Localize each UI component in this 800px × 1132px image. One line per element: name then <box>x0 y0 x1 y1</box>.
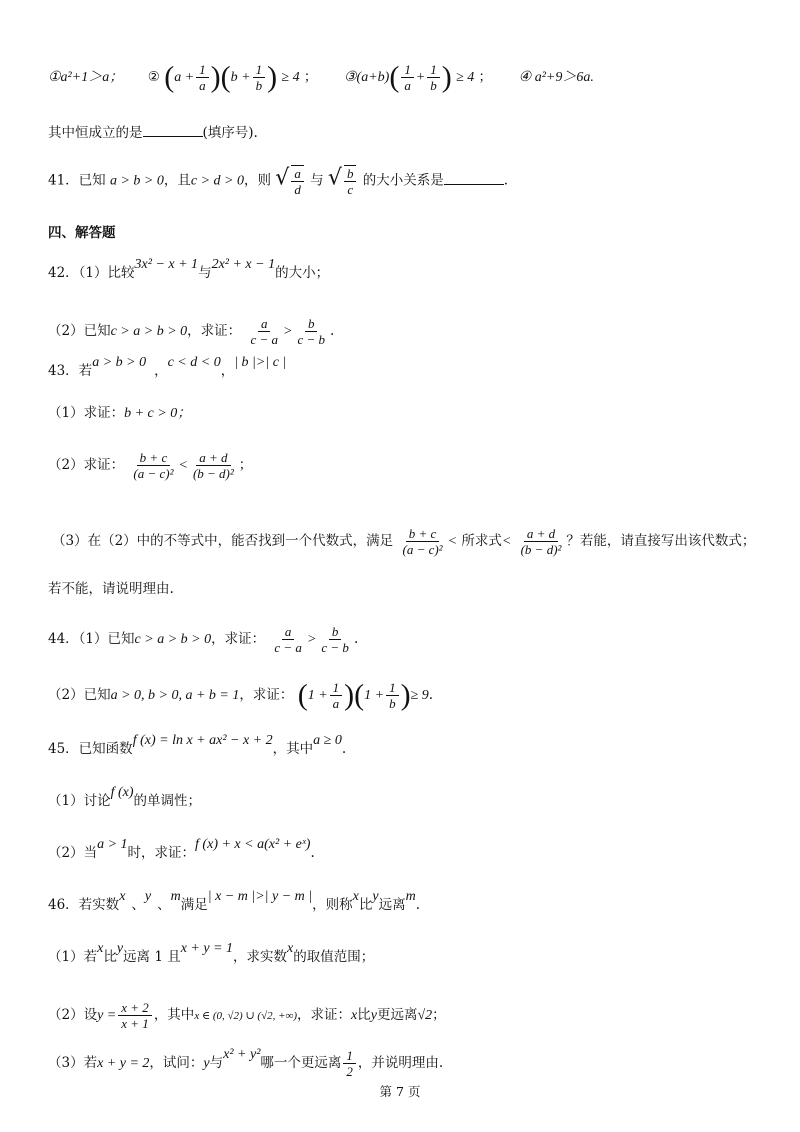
q41-end: . <box>503 172 509 189</box>
q46-p2-set: x ∈ (0, √2) ∪ (√2, +∞) <box>194 1010 298 1022</box>
q46-y: y <box>144 889 152 904</box>
q46-far: 远离 <box>378 897 406 913</box>
inequality-3-label: ③(a+b) <box>343 70 390 85</box>
q46-p3-expr: x² + y² <box>223 1047 261 1062</box>
question-46-part-1 <box>48 941 375 967</box>
q45-mid: ，其中 <box>272 741 314 757</box>
fraction-1-over-b-3: $\frac{1}{b}$ <box>386 680 399 711</box>
q46-satisfy: 满足 <box>180 897 208 913</box>
sqrt-b-over-c: √ $\frac{b}{c}$ <box>328 165 359 197</box>
inequality-2-label: ② <box>147 69 160 85</box>
q45-p1-fx: f (x) <box>110 785 134 800</box>
inequality-2-rhs: ≥ 4 <box>281 70 300 85</box>
q46-y-2: y <box>372 889 379 904</box>
q44-p1-head: 44．（1）已知 <box>48 631 135 647</box>
question-44-part-1: 44．（1）已知c > a > b > 0，求证： $\frac{a}{c - a}$ > $\frac{b}{c - b}$ . <box>48 624 359 655</box>
q46-p1-y: y <box>116 941 124 956</box>
q41-cond-2: c > d > 0 <box>190 173 244 189</box>
question-42-part-2: （2）已知c > a > b > 0，求证： $\frac{a}{c - a}$ > $\frac{b}{c - b}$ . <box>48 316 335 347</box>
q46-x-2: x <box>352 889 359 904</box>
fraction-1-over-a: $\frac{1}{a}$ <box>196 62 209 93</box>
q44-p2-head: （2）已知 <box>48 687 111 703</box>
question-42-part-1 <box>48 257 330 283</box>
q45-p2-mid: 时，求证： <box>127 845 196 861</box>
q46-p2-bi: 比 <box>357 1007 371 1023</box>
fraction-1-over-a-3: $\frac{1}{a}$ <box>330 680 343 711</box>
q43-cond-1: a > b > 0 <box>92 355 147 370</box>
section-heading: 四、解答题 <box>48 225 116 241</box>
fraction-1-over-b: $\frac{1}{b}$ <box>253 62 266 93</box>
q46-p3-cond: x + y = 2 <box>97 1056 150 1071</box>
q41-cond-1: a > b > 0 <box>109 173 164 189</box>
sqrt-a-over-d: √ $\frac{a}{d}$ <box>275 165 306 197</box>
q44-p1-cond: c > a > b > 0 <box>134 632 212 647</box>
q42-p1-head: 42．（1）比较 <box>48 265 135 281</box>
q41-and: ，且 <box>163 172 191 189</box>
q43-semi: ； <box>238 457 253 473</box>
q46-p3-y: y <box>203 1056 210 1071</box>
q45-p1-head: （1）讨论 <box>48 793 111 809</box>
q46-p2-y: y = <box>97 1008 117 1023</box>
q46-p2-x: x <box>351 1008 358 1023</box>
q45-p1-tail: 的单调性； <box>133 793 202 809</box>
separator: ； <box>303 69 318 85</box>
q42-p2-prove: ，求证： <box>187 323 242 339</box>
q46-p1-x: x <box>97 941 104 956</box>
q46-p2-head: （2）设 <box>48 1007 98 1023</box>
question-43-part-3-line-2: 若不能，请说明理由. <box>48 581 174 597</box>
question-43-part-3: （3）在（2）中的不等式中，能否找到一个代数式，满足 $\frac{b + c}{\text{(a − c)²}}$ < 所求式< $\frac{a + d}{\text{(b − d)²}}$ ？若能，请直接写出该代数式； <box>52 526 756 557</box>
q45-p2-end: . <box>310 845 315 861</box>
q44-prove-2: ，求证： <box>239 687 294 703</box>
q46-p3-head: （3）若 <box>48 1055 98 1071</box>
q44-end: . <box>353 631 359 647</box>
question-45-part-2 <box>48 837 315 863</box>
q46-p1-cond: x + y = 1 <box>180 941 234 956</box>
q46-p2-prove: ，求证： <box>297 1007 352 1023</box>
question-41 <box>48 165 508 197</box>
page-footer: 第 7 页 <box>379 1084 421 1099</box>
q44-end-2: . <box>428 687 434 703</box>
fraction-x2-over-x1: $\frac{x + 2}{x + 1}$ <box>118 1000 152 1031</box>
q41-head: 41．已知 <box>48 172 106 189</box>
answer-blank-41[interactable] <box>444 172 504 185</box>
q40-after: (填序号). <box>202 125 258 141</box>
fraction-a-plus-d-2: $\frac{a + d}{\text{(b − d)²}}$ <box>520 526 562 557</box>
q46-sep-2: 、 <box>157 897 171 913</box>
q46-head: 46．若实数 <box>48 897 120 913</box>
q46-p3-tail: ，并说明理由. <box>357 1055 444 1071</box>
q44-prove: ，求证： <box>211 631 266 647</box>
q44-p2-ge: ≥ 9 <box>410 688 429 703</box>
question-43-part-1 <box>48 404 191 423</box>
fraction-one-half: $\frac{1}{2}$ <box>343 1048 356 1079</box>
fraction-a-plus-d: $\frac{a + d}{\text{(b − d)²}}$ <box>192 450 234 481</box>
q46-p2-end: ； <box>432 1007 446 1023</box>
separator-2: ； <box>478 69 493 85</box>
q45-function: f (x) = ln x + ax² − x + 2 <box>132 733 273 748</box>
q40-text: 其中恒成立的是 <box>48 125 143 141</box>
q46-sep: 、 <box>131 897 145 913</box>
q44-p2-cond: a > 0, b > 0, a + b = 1 <box>110 688 240 703</box>
q41-then: ，则 <box>244 172 271 189</box>
q46-p2-more: 更远离 <box>376 1007 418 1023</box>
question-46-part-2 <box>48 1000 446 1031</box>
fraction-a-over-c-minus-a: $\frac{a}{c - a}$ <box>250 316 278 347</box>
q42-p2-head: （2）已知 <box>48 323 111 339</box>
q46-m-2: m <box>405 889 416 904</box>
inequality-3-rhs: ≥ 4 <box>456 70 475 85</box>
inequality-list: ①a²+1＞a； ② (a + $\frac{1}{a}$ )(b + $\frac{1}{b}$ ) ≥ 4 ； ③(a+b)( $\frac{1}{a}$ + $\frac{1}{b}$ ) ≥ 4 ； ④ a²+9＞6a. <box>48 60 594 94</box>
q42-p2-cond: c > a > b > 0 <box>110 324 188 339</box>
q46-p1-x-2: x <box>287 941 294 956</box>
q46-p1-bi: 比 <box>103 949 117 965</box>
q43-p2-head: （2）求证： <box>48 457 125 473</box>
q45-p2-cond: a > 1 <box>97 837 128 852</box>
q46-p1-head: （1）若 <box>48 949 98 965</box>
question-45 <box>48 733 347 759</box>
q40-tail <box>48 124 258 142</box>
q46-p3-which: 哪一个更远离 <box>260 1055 342 1071</box>
inequality-1: ①a²+1＞a； <box>48 70 124 85</box>
paren-open: ( <box>164 60 175 94</box>
q46-p1-far: 远离 1 且 <box>123 949 181 965</box>
q43-p1-expr: b + c > 0； <box>124 406 192 421</box>
q43-comma-2: ， <box>220 363 235 379</box>
q43-p3-head: （3）在（2）中的不等式中，能否找到一个代数式，满足 <box>52 533 394 549</box>
q45-p2-expr: f (x) + x < a(x² + eˣ) <box>195 837 311 852</box>
q43-head: 43．若 <box>48 363 93 379</box>
question-46-part-3 <box>48 1048 443 1079</box>
fraction-b-over-c-minus-b-2: $\frac{b}{c - b}$ <box>321 624 349 655</box>
inequality-4: ④ a²+9＞6a. <box>518 70 594 85</box>
q43-p1-head: （1）求证： <box>48 405 125 421</box>
q46-bi: 比 <box>358 897 373 913</box>
q46-p2-mid: ，其中 <box>153 1007 195 1023</box>
fraction-1-over-a-2: $\frac{1}{a}$ <box>401 62 414 93</box>
q43-p3-mid: 所求式 <box>461 533 502 549</box>
question-45-part-1 <box>48 785 202 811</box>
q46-x: x <box>119 889 126 904</box>
q41-with: 与 <box>310 172 324 189</box>
q42-p2-end: . <box>330 323 335 339</box>
q43-cond-2: c < d < 0 <box>167 355 221 370</box>
q42-expr-b: 2x² + x − 1 <box>211 257 276 272</box>
q46-call: ，则称 <box>312 897 353 913</box>
q45-head: 45．已知函数 <box>48 741 133 757</box>
q46-m: m <box>170 889 181 904</box>
answer-blank[interactable] <box>143 124 203 137</box>
question-43 <box>48 355 287 381</box>
q46-p3-ask: ，试问： <box>149 1055 204 1071</box>
q45-end: . <box>341 741 347 757</box>
q41-tail: 的大小关系是 <box>362 172 444 189</box>
q46-p3-with: 与 <box>209 1055 224 1071</box>
q45-cond: a ≥ 0 <box>313 733 342 748</box>
q43-cond-3: | b |>| c | <box>234 355 287 370</box>
q43-p3-tail: ？若能，请直接写出该代数式； <box>566 533 756 549</box>
q46-cond: | x − m |>| y − m | <box>207 889 313 904</box>
question-44-part-2: （2）已知a > 0, b > 0, a + b = 1，求证： (1 + $\frac{1}{a}$ )(1 + $\frac{1}{b}$ )≥ 9. <box>48 678 434 712</box>
fraction-b-plus-c-2: $\frac{b + c}{\text{(a − c)²}}$ <box>402 526 443 557</box>
q46-p2-y2: y <box>370 1008 377 1023</box>
q42-expr-a: 3x² − x + 1 <box>134 257 199 272</box>
q42-p1-tail: 的大小； <box>275 265 330 281</box>
q46-p1-tail: 的取值范围； <box>293 949 375 965</box>
q46-p2-root: √2 <box>417 1008 433 1023</box>
q42-with: 与 <box>198 265 212 281</box>
fraction-a-over-c-minus-a-2: $\frac{a}{c - a}$ <box>274 624 302 655</box>
q46-p1-mid: ，求实数 <box>233 949 288 965</box>
fraction-b-plus-c: $\frac{b + c}{\text{(a − c)²}}$ <box>133 450 174 481</box>
question-46 <box>48 889 420 915</box>
q46-end: . <box>415 897 420 913</box>
question-43-part-2: （2）求证： $\frac{b + c}{\text{(a − c)²}}$ < $\frac{a + d}{\text{(b − d)²}}$ ； <box>48 450 253 481</box>
fraction-1-over-b-2: $\frac{1}{b}$ <box>427 62 440 93</box>
fraction-b-over-c-minus-b: $\frac{b}{c - b}$ <box>297 316 325 347</box>
q43-comma: ， <box>154 363 168 379</box>
q45-p2-head: （2）当 <box>48 845 98 861</box>
